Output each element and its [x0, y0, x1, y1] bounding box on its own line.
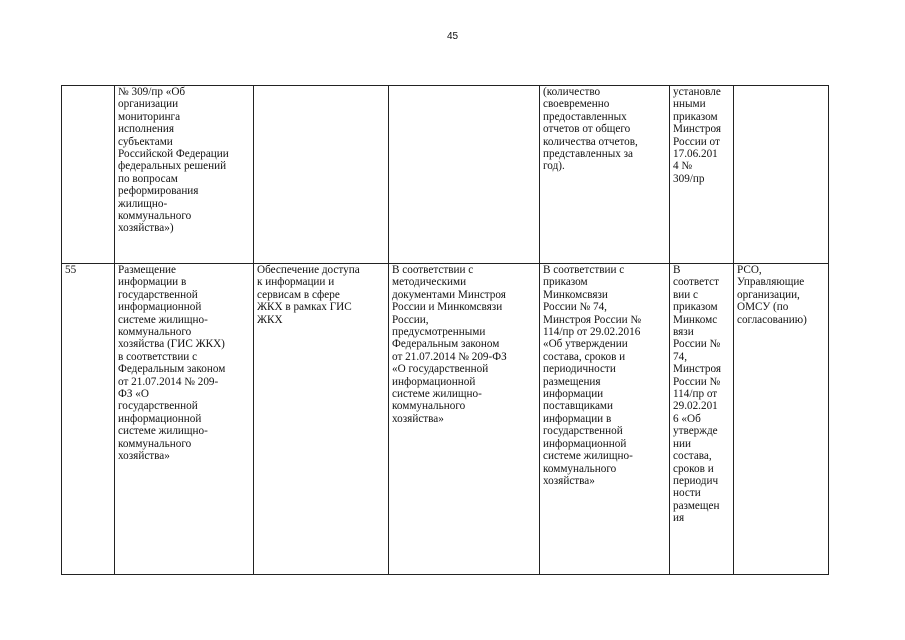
indicator-cell: В соответствии с приказом Минкомсвязи России № 74, Минстроя России № 114/пр от 29.02.2016 «Об утверждении состава, сроков и периодичности размещения информации поставщиками информации в государственной информационной системе жилищно- коммунального хозяйства» [540, 264, 670, 575]
table-row [62, 264, 829, 575]
measures-table [61, 85, 829, 575]
indicator-cell: (количество своевременно предоставленных отчетов от общего количества отчетов, представленных за год). [540, 86, 670, 264]
goal-cell: Обеспечение доступа к информации и сервисам в сфере ЖКХ в рамках ГИС ЖКХ [254, 264, 389, 575]
table-row [62, 86, 829, 264]
procedure-cell [389, 86, 540, 264]
row-number-cell [62, 86, 115, 264]
procedure-cell: В соответствии с методическими документами Минстроя России и Минкомсвязи России, предусмотренными Федеральным законом от 21.07.2014 № 209-ФЗ «О государственной информационной системе жилищно- коммунального хозяйства» [389, 264, 540, 575]
goal-cell [254, 86, 389, 264]
activity-name-cell: Размещение информации в государственной информационной системе жилищно- коммунального хозяйства (ГИС ЖКХ) в соответствии с Федеральным законом от 21.07.2014 № 209- ФЗ «О государственной информационной системе жилищно- коммунального хозяйства» [115, 264, 254, 575]
responsible-cell: РСО, Управляющие организации, ОМСУ (по согласованию) [734, 264, 829, 575]
page-number: 45 [446, 31, 459, 42]
row-number-cell: 55 [62, 264, 115, 575]
activity-name-cell: № 309/пр «Об организации мониторинга исполнения субъектами Российской Федерации федеральных решений по вопросам реформирования жилищно- коммунального хозяйства») [115, 86, 254, 264]
deadline-cell: установле нными приказом Минстроя России от 17.06.201 4 № 309/пр [670, 86, 734, 264]
deadline-cell: В соответст вии с приказом Минкомс вязи России № 74, Минстроя России № 114/пр от 29.02.201 6 «Об утвержде нии состава, сроков и периодич ности размещен ия [670, 264, 734, 575]
responsible-cell [734, 86, 829, 264]
